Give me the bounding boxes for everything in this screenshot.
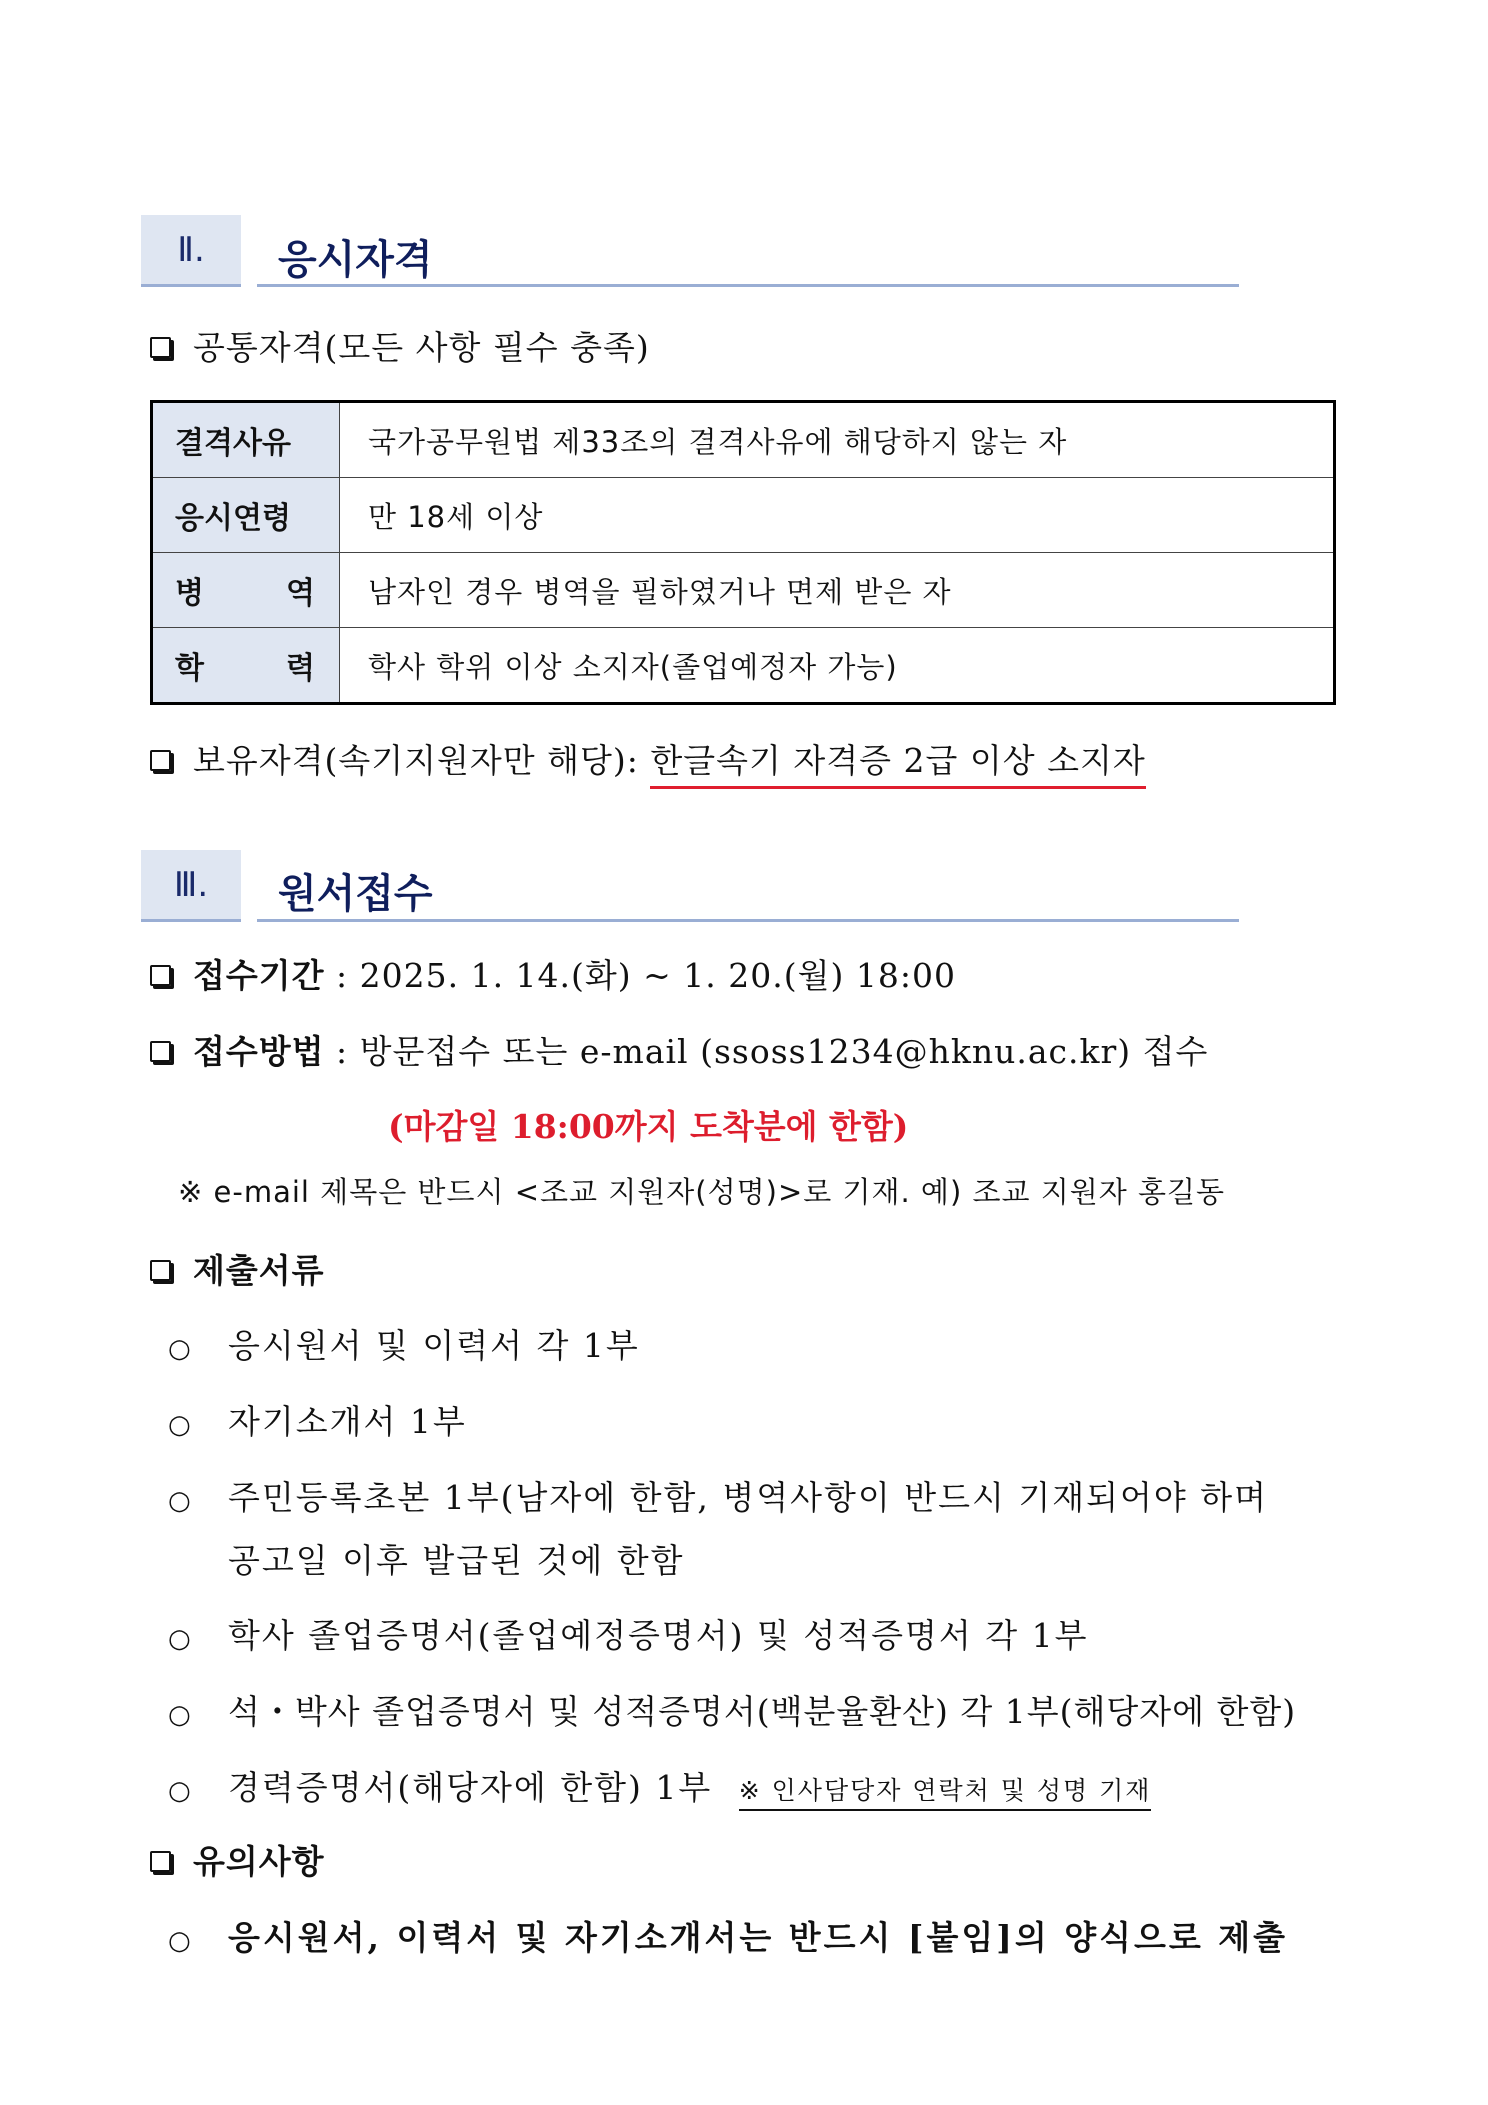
circle-bullet-icon: ○: [168, 1700, 192, 1730]
table-row: [152, 553, 1335, 628]
list-item: ○ 응시원서, 이력서 및 자기소개서는 반드시 [붙임]의 양식으로 제출: [168, 1918, 1288, 1957]
section-divider-3: [257, 919, 1239, 922]
checkbox-bullet-icon: [150, 337, 171, 358]
checkbox-bullet-icon: [150, 750, 171, 771]
circle-bullet-icon: ○: [168, 1624, 193, 1654]
section-title-3: 원서접수: [278, 871, 433, 917]
section-number-2: Ⅱ.: [141, 215, 241, 287]
qualification-table: [150, 400, 1336, 705]
section-title-2: 응시자격: [278, 237, 433, 283]
cautions-heading: 유의사항: [150, 1836, 325, 1883]
circle-bullet-icon: ○: [168, 1334, 193, 1364]
table-row: [152, 402, 1335, 478]
table-row: [152, 478, 1335, 553]
section-divider-2: [257, 284, 1239, 287]
table-row: [152, 628, 1335, 704]
holding-qualification: 보유자격(속기지원자만 해당): 한글속기 자격증 2급 이상 소지자: [150, 735, 1146, 782]
list-item: ○ 주민등록초본 1부(남자에 한함, 병역사항이 반드시 기재되어야 하며: [168, 1478, 1269, 1517]
checkbox-bullet-icon: [150, 965, 171, 986]
list-item-continuation: 공고일 이후 발급된 것에 한함: [228, 1541, 685, 1580]
circle-bullet-icon: ○: [168, 1486, 193, 1516]
section-number-3: Ⅲ.: [141, 850, 241, 922]
checkbox-bullet-icon: [150, 1260, 171, 1281]
list-item: ○ 경력증명서(해당자에 한함) 1부 ※ 인사담당자 연락처 및 성명 기재: [168, 1762, 1151, 1809]
row-header: 응시연령: [152, 478, 340, 553]
list-item: ○ 학사 졸업증명서(졸업예정증명서) 및 성적증명서 각 1부: [168, 1616, 1089, 1655]
application-period: 접수기간 : 2025. 1. 14.(화) ~ 1. 20.(월) 18:00: [150, 950, 956, 997]
deadline-note: (마감일 18:00까지 도착분에 한함): [388, 1107, 909, 1146]
career-note: ※ 인사담당자 연락처 및 성명 기재: [739, 1776, 1152, 1811]
holding-qualification-value: 한글속기 자격증 2급 이상 소지자: [650, 741, 1145, 789]
row-header: 결격사유: [152, 402, 340, 478]
list-item: ○ 응시원서 및 이력서 각 1부: [168, 1326, 640, 1365]
row-header: 병 역: [152, 553, 340, 628]
common-qualification-heading: 공통자격(모든 사항 필수 충족): [150, 322, 650, 369]
row-value: 남자인 경우 병역을 필하였거나 면제 받은 자: [340, 553, 1335, 628]
list-item: ○ 석・박사 졸업증명서 및 성적증명서(백분율환산) 각 1부(해당자에 한함): [168, 1692, 1297, 1731]
checkbox-bullet-icon: [150, 1041, 171, 1062]
row-value: 만 18세 이상: [340, 478, 1335, 553]
email-subject-note: ※ e-mail 제목은 반드시 <조교 지원자(성명)>로 기재. 예) 조교 지원자 홍길동: [178, 1175, 1226, 1209]
circle-bullet-icon: ○: [168, 1776, 193, 1806]
circle-bullet-icon: ○: [168, 1410, 193, 1440]
row-value: 학사 학위 이상 소지자(졸업예정자 가능): [340, 628, 1335, 704]
checkbox-bullet-icon: [150, 1851, 171, 1872]
row-value: 국가공무원법 제33조의 결격사유에 해당하지 않는 자: [340, 402, 1335, 478]
circle-bullet-icon: ○: [168, 1926, 194, 1956]
row-header: 학 력: [152, 628, 340, 704]
list-item: ○ 자기소개서 1부: [168, 1402, 467, 1441]
documents-heading: 제출서류: [150, 1245, 325, 1292]
application-method: 접수방법 : 방문접수 또는 e-mail (ssoss1234@hknu.ac.kr) 접수: [150, 1026, 1208, 1073]
